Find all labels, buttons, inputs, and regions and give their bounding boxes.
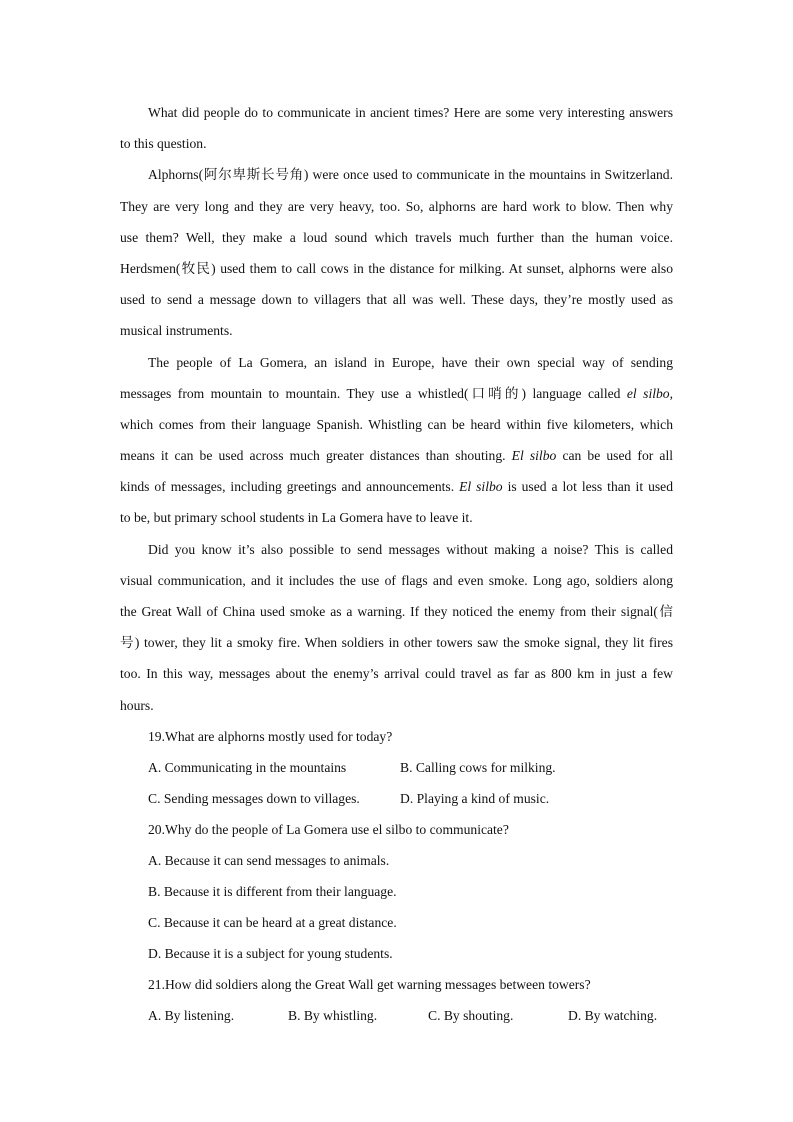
- text-segment: is used a lot less than it used: [502, 479, 674, 495]
- text-segment: means it can be used across much greater distances than shouting.: [120, 448, 512, 464]
- text-line: [120, 596, 673, 627]
- text-line: [120, 222, 673, 253]
- paragraph: [120, 97, 673, 159]
- text-line: [120, 97, 673, 128]
- text-line: [120, 690, 673, 721]
- answer-option[interactable]: C. Because it can be heard at a great distance.: [148, 914, 397, 930]
- option-row: [120, 876, 673, 907]
- text-segment: musical instruments.: [120, 323, 233, 339]
- answer-option[interactable]: B. By whistling.: [288, 1007, 378, 1023]
- text-line: [120, 502, 673, 533]
- text-segment: Alphorns(阿尔卑斯长号角) were once used to communicate in the mountains in Switzerland.: [148, 167, 673, 183]
- text-line: [120, 565, 673, 596]
- option-row: [120, 938, 673, 969]
- text-line: [120, 627, 673, 658]
- text-line: [120, 471, 673, 502]
- answer-option[interactable]: A. Communicating in the mountains: [148, 759, 347, 775]
- answer-option[interactable]: D. By watching.: [568, 1007, 658, 1023]
- text-segment: 号) tower, they lit a smoky fire. When soldiers in other towers saw the smoke signal, they lit fires: [120, 635, 673, 651]
- text-segment: use them? Well, they make a loud sound which travels much further than the human voice.: [120, 229, 673, 245]
- question: [120, 721, 673, 814]
- text-line: [120, 347, 673, 378]
- answer-option[interactable]: C. Sending messages down to villages.: [148, 790, 360, 806]
- text-line: [120, 534, 673, 565]
- text-segment: the Great Wall of China used smoke as a warning. If they noticed the enemy from their signal(信: [120, 604, 673, 619]
- question-stem: 20.Why do the people of La Gomera use el silbo to communicate?: [148, 821, 509, 837]
- question-stem: 19.What are alphorns mostly used for today?: [148, 728, 393, 744]
- question: [120, 814, 673, 969]
- question: [120, 969, 673, 1031]
- document: [120, 97, 673, 1031]
- italic-term: El silbo: [459, 479, 503, 495]
- text-segment: too. In this way, messages about the enemy’s arrival could travel as far as 800 km in just a few: [120, 666, 673, 682]
- question-stem: 21.How did soldiers along the Great Wall get warning messages between towers?: [148, 976, 591, 992]
- answer-option[interactable]: A. By listening.: [148, 1007, 235, 1023]
- text-line: [120, 658, 673, 689]
- option-row: [120, 845, 673, 876]
- text-line: [120, 315, 673, 346]
- text-segment: hours.: [120, 697, 154, 713]
- answer-option[interactable]: D. Playing a kind of music.: [400, 790, 550, 806]
- answer-option[interactable]: B. Because it is different from their language.: [148, 883, 397, 899]
- text-line: [120, 253, 673, 284]
- italic-term: El silbo: [511, 448, 557, 464]
- text-segment: What did people do to communicate in ancient times? Here are some very interesting answers: [148, 105, 673, 120]
- option-row: [120, 907, 673, 938]
- paragraph: [120, 159, 673, 346]
- option-row: [120, 1000, 673, 1031]
- text-segment: ,: [669, 385, 673, 401]
- text-line: [120, 409, 673, 440]
- text-segment: can be used for all: [556, 448, 673, 464]
- italic-term: el silbo: [626, 385, 670, 401]
- option-row: [120, 783, 673, 814]
- paragraph: [120, 347, 673, 534]
- text-line: [120, 159, 673, 190]
- text-segment: visual communication, and it includes the use of flags and even smoke. Long ago, soldiers along: [120, 572, 673, 588]
- text-segment: to this question.: [120, 136, 207, 152]
- paragraph: [120, 534, 673, 721]
- text-segment: They are very long and they are very heavy, too. So, alphorns are hard work to blow. Then why: [120, 198, 673, 214]
- text-segment: used to send a message down to villagers that all was well. These days, they’re mostly used as: [120, 292, 673, 308]
- text-line: [120, 378, 673, 409]
- text-line: [120, 128, 673, 159]
- text-line: [120, 440, 673, 471]
- answer-option[interactable]: A. Because it can send messages to animals.: [148, 852, 390, 868]
- text-segment: The people of La Gomera, an island in Europe, have their own special way of sending: [148, 354, 673, 370]
- answer-option[interactable]: D. Because it is a subject for young students.: [148, 945, 393, 961]
- text-line: [120, 284, 673, 315]
- option-row: [120, 752, 673, 783]
- answer-option[interactable]: C. By shouting.: [428, 1007, 514, 1023]
- text-segment: Herdsmen(牧民) used them to call cows in the distance for milking. At sunset, alphorns were also: [120, 260, 673, 276]
- text-segment: messages from mountain to mountain. They use a whistled(口哨的) language called: [120, 385, 627, 401]
- text-segment: which comes from their language Spanish. Whistling can be heard within five kilometers, which: [120, 416, 673, 432]
- text-segment: Did you know it’s also possible to send messages without making a noise? This is called: [148, 541, 673, 557]
- text-line: [120, 191, 673, 222]
- answer-option[interactable]: B. Calling cows for milking.: [400, 759, 556, 775]
- text-segment: kinds of messages, including greetings and announcements.: [120, 479, 460, 495]
- text-segment: to be, but primary school students in La Gomera have to leave it.: [120, 510, 473, 526]
